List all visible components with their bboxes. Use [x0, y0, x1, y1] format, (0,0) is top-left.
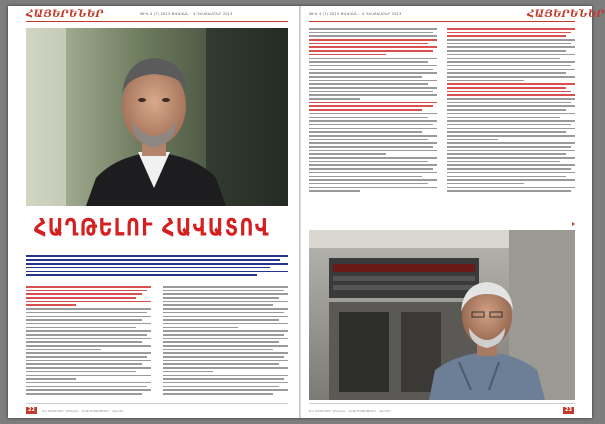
- running-head: ԹԻՎ 4 (7) 2013 ԹՎԱԿԱՆ · 4 ԴԵԿՏԵՄԲԵՐ 2013: [140, 12, 233, 16]
- header-rule-right: [309, 21, 575, 22]
- page-number-right: 23: [565, 407, 572, 413]
- magazine-spread: [8, 6, 605, 418]
- running-head-right: ԹԻՎ 4 (7) 2013 ԹՎԱԿԱՆ · 4 ԴԵԿՏԵՄԲԵՐ 2013: [309, 12, 402, 16]
- footer-text-right: ԵՎ ՌԵԺԻՍՈՐ ՄԵՆԱԿ · ԼԵԶՈՒՍՏԱՑՈՒՄ · ԱՆՈՒՆ: [309, 409, 391, 413]
- right-body-column-2: [447, 28, 575, 194]
- end-of-article-mark: [572, 222, 575, 226]
- magazine-logo: ՀԱՅԵՐԵՆԵՐ: [26, 9, 104, 20]
- street-photo: [309, 230, 575, 400]
- footer-text-left: ԵՎ ՌԵԺԻՍՈՐ ՄԵՆԱԿ · ԼԵԶՈՒՍՏԱՑՈՒՄ · ԱՆՈՒՆ: [42, 409, 124, 413]
- footer-rule-right: [309, 403, 575, 404]
- page-number-left: 22: [28, 407, 35, 413]
- left-page: [8, 6, 299, 418]
- magazine-logo-right: ՀԱՅԵՐԵՆԵՐ: [527, 9, 605, 20]
- portrait-photo: [26, 28, 288, 206]
- left-body-column-2: [163, 286, 288, 397]
- right-body-column-1: [309, 28, 437, 194]
- street-illustration: [309, 230, 575, 400]
- lead-paragraph: [26, 255, 288, 278]
- footer-rule: [26, 403, 288, 404]
- portrait-illustration: [26, 28, 288, 206]
- article-title: ՀԱՂԹԵԼՈՒ ՀԱՎԱՏՈՎ: [34, 214, 270, 242]
- left-body-column-1: [26, 286, 151, 397]
- right-page: [301, 6, 605, 418]
- header-rule: [26, 21, 288, 22]
